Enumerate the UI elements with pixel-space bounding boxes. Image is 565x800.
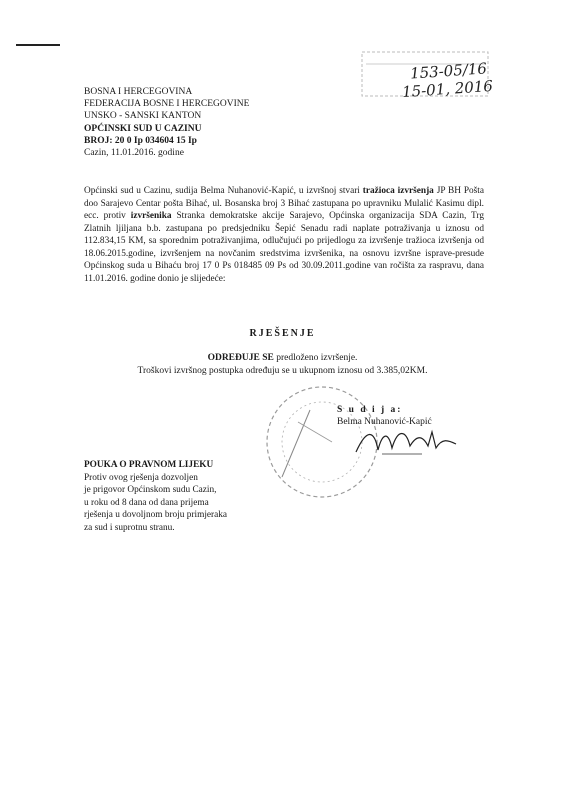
intro-text-2: JP BH Pošta doo Sarajevo Centar pošta Bihać, ul. Bosanska broj 3 Bihać zastupana po upravniku Mulalić Kasimu dipl. ecc. protiv — [84, 186, 484, 221]
decision-line — [0, 352, 565, 365]
header-line-federation: FEDERACIJA BOSNE I HERCEGOVINE — [84, 99, 250, 110]
decision-block — [0, 352, 565, 378]
header-line-country: BOSNA I HERCEGOVINA — [84, 87, 193, 97]
legal-remedy-line: u roku od 8 dana od dana prijema — [84, 497, 209, 508]
document-title: RJEŠENJE — [249, 328, 316, 339]
header-line-canton: UNSKO - SANSKI KANTON — [84, 111, 202, 122]
judge-signature — [352, 424, 462, 458]
legal-remedy-line: je prigovor Općinskom sudu Cazin, — [84, 485, 217, 495]
intro-debtor-label: izvršenika — [130, 211, 172, 221]
legal-remedy-block — [84, 459, 227, 534]
handwritten-date: 15-01, 2016 — [401, 76, 494, 102]
handwritten-number: 153-05/16 — [409, 59, 488, 83]
decision-verb: ODREĐUJE SE — [207, 353, 274, 363]
court-header — [84, 86, 249, 159]
intro-text-3: Stranka demokratske akcije Sarajevo, Općinska organizacija SDA Cazin, Trg Zlatnih ljiljana b.b. zastupana po predsjedniku Šepić Senadu radi naplate potraživanja u iznosu od 112.834,15 KM, sa sporednim potraživanjima, odlučujući po prijedlogu za izvršenje tražioca izvršenja od 18.06.2015.godine, izvršenjem na novčanim sredstvima izvršenika, na osnovu izvršne isprave-presude Općinskog suda u Bihaću broj 17 0 Ps 018485 09 Ps od 30.09.2011.godine van ročišta za raspravu, dana 11.01.2016. godine donio je slijedeće: — [84, 211, 484, 284]
introductory-paragraph — [84, 185, 484, 285]
place-date: Cazin, 11.01.2016. godine — [84, 148, 184, 159]
legal-remedy-line: za sud i suprotnu stranu. — [84, 522, 175, 533]
legal-remedy-line: rješenja u dovoljnom broju primjeraka — [84, 510, 228, 520]
legal-remedy-line: Protiv ovog rješenja dozvoljen — [84, 472, 198, 483]
intro-text-1: Općinski sud u Cazinu, sudija Belma Nuhanović-Kapić, u izvršnoj stvari — [84, 186, 363, 196]
header-line-court: OPĆINSKI SUD U CAZINU — [84, 123, 202, 134]
judge-name: Belma Nuhanović-Kapić — [337, 417, 432, 427]
case-number: BROJ: 20 0 Ip 034604 15 Ip — [84, 135, 197, 146]
margin-mark — [16, 44, 60, 46]
legal-remedy-title: POUKA O PRAVNOM LIJEKU — [84, 460, 214, 470]
costs-line: Troškovi izvršnog postupka određuju se u ukupnom iznosu od 3.385,02KM. — [137, 366, 428, 376]
intro-creditor-label: tražioca izvršenja — [362, 186, 434, 196]
judge-label: S u d i j a: — [337, 405, 403, 415]
decision-rest: predloženo izvršenje. — [273, 353, 358, 363]
